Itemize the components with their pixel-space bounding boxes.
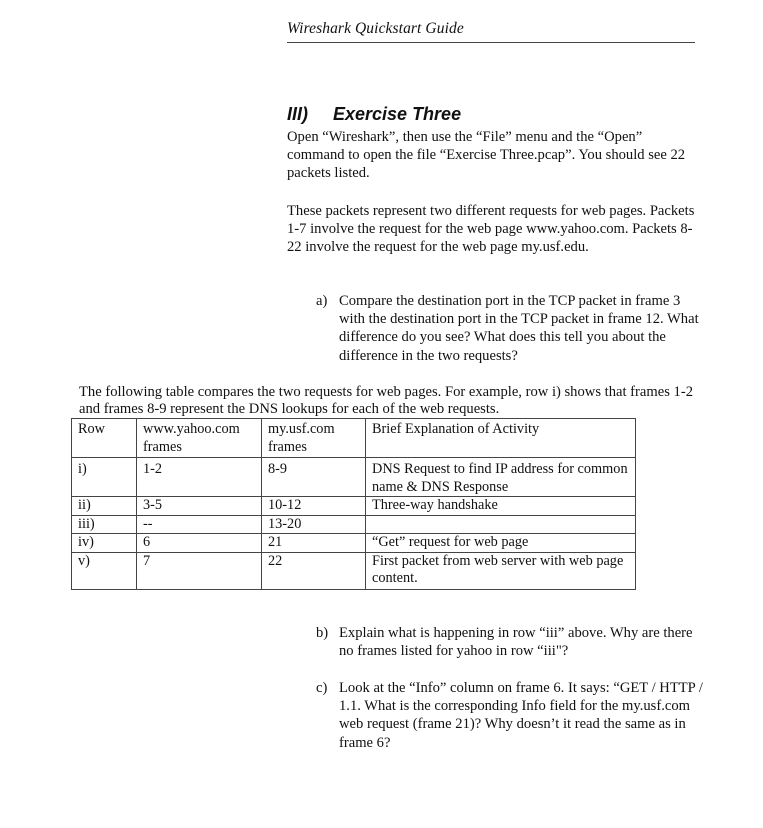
table-cell: 8-9 [262,458,366,497]
table-cell: 6 [137,534,262,553]
header-usf-frames: my.usf.com frames [262,419,366,458]
table-cell [366,515,636,534]
table-cell: 13-20 [262,515,366,534]
table-cell: 22 [262,552,366,589]
page-header [287,20,695,43]
question-c-text: Look at the “Info” column on frame 6. It says: “GET / HTTP / 1.1. What is the corresponding Info field for the my.usf.com web request (frame 21)? Why doesn’t it read the same as in frame 6? [339,680,703,751]
table-intro: The following table compares the two requests for web pages. For example, row i) shows that frames 1-2 and frames 8-9 represent the DNS lookups for each of the web requests. [79,384,693,417]
question-b [316,624,706,660]
intro-paragraph-2: These packets represent two different requests for web pages. Packets 1-7 involve the request for the web page www.yahoo.com. Packets 8-22 involve the request for the web page my.usf.edu. [287,203,695,256]
section-title: Exercise Three [333,104,462,124]
question-a-text: Compare the destination port in the TCP packet in frame 3 with the destination port in the TCP packet in frame 12. What difference do you see? What does this tell you about the difference in the two requests? [339,293,699,364]
header-explanation: Brief Explanation of Activity [366,419,636,458]
header-yahoo-frames: www.yahoo.com frames [137,419,262,458]
table-cell: i) [72,458,137,497]
section-number: III) [287,104,308,124]
table-cell: 3-5 [137,497,262,516]
table-row [72,552,636,589]
intro-paragraph-1: Open “Wireshark”, then use the “File” menu and the “Open” command to open the file “Exercise Three.pcap”. You should see 22 packets listed. [287,129,686,182]
table-cell: ii) [72,497,137,516]
section-heading [287,104,461,125]
question-b-text: Explain what is happening in row “iii” above. Why are there no frames listed for yahoo in row “iii"? [339,625,693,660]
frames-comparison-table [71,418,636,590]
question-c-label: c) [316,680,328,696]
table-cell: iii) [72,515,137,534]
header-row: Row [72,419,137,458]
table-header-row [72,419,636,458]
table-cell: “Get” request for web page [366,534,636,553]
table-cell: v) [72,552,137,589]
table-cell: -- [137,515,262,534]
table-cell: 21 [262,534,366,553]
question-a-label: a) [316,293,328,309]
table-cell: Three-way handshake [366,497,636,516]
table-cell: 1-2 [137,458,262,497]
header-title: Wireshark Quickstart Guide [287,20,464,37]
table-cell: 7 [137,552,262,589]
table-row [72,515,636,534]
table-cell: iv) [72,534,137,553]
question-a [316,292,706,365]
table-row [72,534,636,553]
table-row [72,458,636,497]
table-cell: First packet from web server with web page content. [366,552,636,589]
question-c [316,679,706,752]
table-cell: DNS Request to find IP address for common name & DNS Response [366,458,636,497]
table-row [72,497,636,516]
table-cell: 10-12 [262,497,366,516]
question-b-label: b) [316,625,329,641]
